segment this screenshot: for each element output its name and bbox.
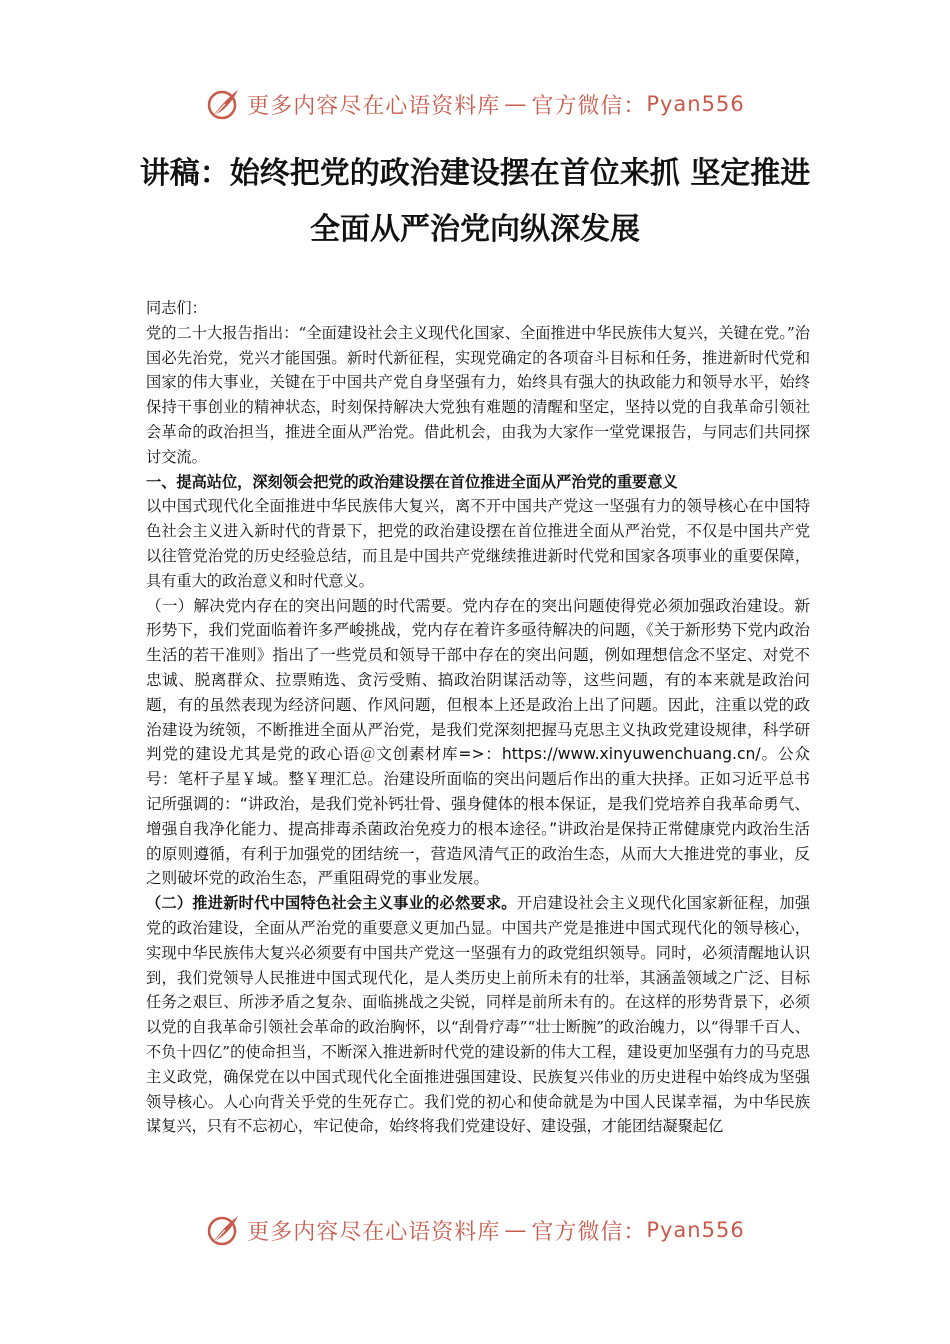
quill-logo-icon — [205, 1212, 241, 1248]
section-heading-1: 一、提高站位，深刻领会把党的政治建设摆在首位推进全面从严治党的重要意义 — [146, 472, 678, 491]
watermark-left-text: 更多内容尽在心语资料库 — [247, 1219, 501, 1245]
subsection-1 — [146, 594, 810, 892]
watermark-separator: — — [504, 91, 528, 117]
quill-logo-icon — [205, 86, 241, 122]
greeting: 同志们： — [146, 299, 207, 317]
watermark-left-text: 更多内容尽在心语资料库 — [247, 93, 501, 119]
subsection-2 — [146, 891, 810, 1139]
title-line-1: 讲稿：始终把党的政治建设摆在首位来抓 坚定推进 — [139, 156, 811, 191]
watermark-wechat-id: Pyan556 — [646, 1218, 745, 1242]
watermark-wechat-id: Pyan556 — [646, 92, 745, 116]
document-body — [146, 296, 810, 1139]
watermark-separator: — — [504, 1217, 528, 1243]
title-line-2: 全面从严治党向纵深发展 — [310, 212, 640, 247]
watermark-banner-bottom — [0, 1210, 950, 1250]
watermark-right-text: 官方微信： — [531, 1219, 647, 1245]
subsection-1-title: （一）解决党内存在的突出问题的时代需要。 — [146, 596, 463, 615]
intro-paragraph: 党的二十大报告指出：“全面建设社会主义现代化国家、全面推进中华民族伟大复兴，关键在党。”治国必先治党，党兴才能国强。新时代新征程，实现党确定的各项奋斗目标和任务，推进新时代党和国家的伟大事业，关键在于中国共产党自身坚强有力，始终具有强大的执政能力和领导水平，始终保持干事创业的精神状态，时刻保持解决大党独有难题的清醒和坚定，坚持以党的自我革命引领社会革命的政治担当，推进全面从严治党。借此机会，由我为大家作一堂党课报告，与同志们共同探讨交流。 — [146, 323, 810, 466]
subsection-2-title: （二）推进新时代中国特色社会主义事业的必然要求。 — [146, 894, 517, 913]
subsection-2-text: 开启建设社会主义现代化国家新征程，加强党的政治建设，全面从严治党的重要意义更加凸显。中国共产党是推进中国式现代化的领导核心，实现中华民族伟大复兴必须要有中国共产党这一坚强有力的政党组织领导。同时，必须清醒地认识到，我们党领导人民推进中国式现代化，是人类历史上前所未有的壮举，其涵盖领域之广泛、目标任务之艰巨、所涉矛盾之复杂、面临挑战之尖锐，同样是前所未有的。在这样的形势背景下，必须以党的自我革命引领社会革命的政治胸怀，以“刮骨疗毒”“壮士断腕”的政治魄力，以“得罪千百人、不负十四亿”的使命担当，不断深入推进新时代党的建设新的伟大工程，建设更加坚强有力的马克思主义政党，确保党在以中国式现代化全面推进强国建设、民族复兴伟业的历史进程中始终成为坚强领导核心。人心向背关乎党的生死存亡。我们党的初心和使命就是为中国人民谋幸福，为中华民族谋复兴，只有不忘初心，牢记使命，始终将我们党建设好、建设强，才能团结凝聚起亿 — [146, 894, 811, 1136]
watermark-banner-top — [0, 84, 950, 124]
subsection-1-text: 党内存在的突出问题使得党必须加强政治建设。新形势下，我们党面临着许多严峻挑战，党内存在着许多亟待解决的问题，《关于新形势下党内政治生活的若干准则》指出了一些党员和领导干部中存在的突出问题，例如理想信念不坚定、对党不忠诚、脱离群众、拉票贿选、贪污受贿、搞政治阴谋活动等，这些问题，有的本来就是政治问题，有的虽然表现为经济问题、作风问题，但根本上还是政治上出了问题。因此，注重以党的政治建设为统领，不断推进全面从严治党，是我们党深刻把握马克思主义执政党建设规律，科学研判党的建设尤其是党的政心语＠文创素材库=>：https://www.xinyuwenchuang.cn/。公众号：笔杆子星￥域。整￥理汇总。治建设所面临的突出问题后作出的重大抉择。正如习近平总书记所强调的：“讲政治，是我们党补钙壮骨、强身健体的根本保证，是我们党培养自我革命勇气、增强自我净化能力、提高排毒杀菌政治免疫力的根本途径。”讲政治是保持正常健康党内政治生活的原则遵循，有利于加强党的团结统一，营造风清气正的政治生态，从而大大推进党的事业，反之则破坏党的政治生态，严重阻碍党的事业发展。 — [146, 596, 810, 888]
body-paragraph-1: 以中国式现代化全面推进中华民族伟大复兴，离不开中国共产党这一坚强有力的领导核心在中国特色社会主义进入新时代的背景下，把党的政治建设摆在首位推进全面从严治党，不仅是中国共产党以往管党治党的历史经验总结，而且是中国共产党继续推进新时代党和国家各项事业的重要保障，具有重大的政治意义和时代意义。 — [146, 497, 810, 590]
watermark-right-text: 官方微信： — [531, 93, 647, 119]
document-title — [60, 146, 890, 258]
